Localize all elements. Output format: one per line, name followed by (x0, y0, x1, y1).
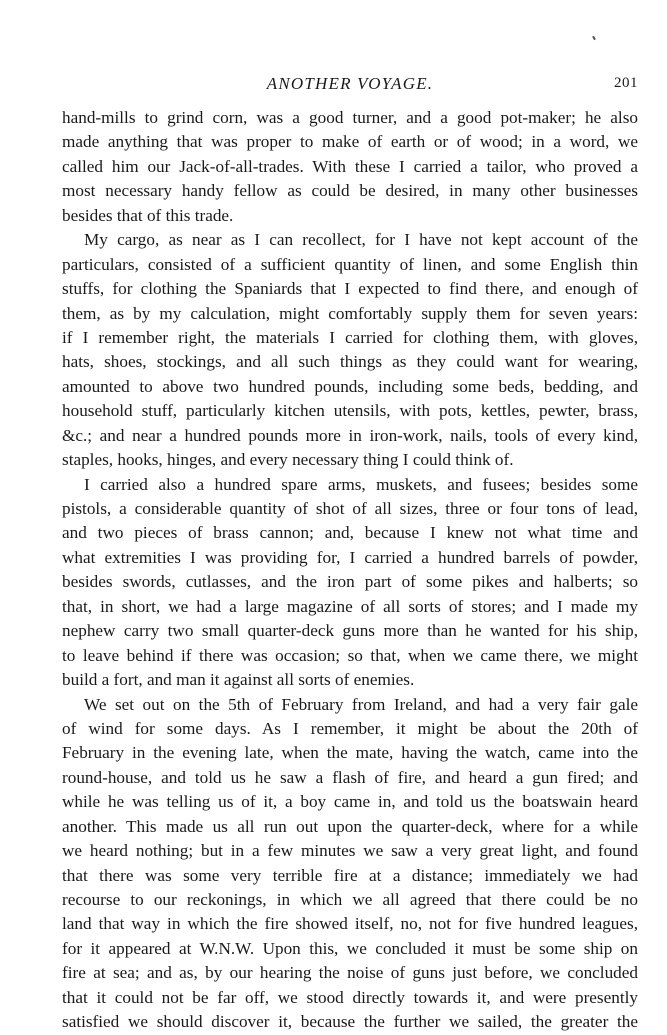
text-line: particulars, consisted of a sufficient quantity of linen, and some English thin (62, 254, 638, 274)
text-line: made anything that was proper to make of earth or of wood; in a word, we (62, 132, 638, 152)
text-line: &c.; and near a hundred pounds more in iron-work, nails, tools of every kind, (62, 425, 638, 445)
text-line: besides that of this trade. (62, 205, 234, 225)
text-line: another. This made us all run out upon the quarter-deck, where for a while (62, 816, 638, 836)
text-line: We set out on the 5th of February from Ireland, and had a very fair gale (84, 694, 638, 714)
running-title: ANOTHER VOYAGE. (266, 74, 434, 93)
text-line: them, as by my calculation, might comfortably supply them for seven years: (62, 303, 638, 323)
text-line: that, in short, we had a large magazine of all sorts of stores; and I made my (62, 596, 638, 616)
text-line: recourse to our reckonings, in which we all agreed that there could be no (62, 890, 638, 909)
paragraph (62, 473, 638, 693)
scan-speck (592, 36, 596, 40)
text-line: staples, hooks, hinges, and every necessary thing I could think of. (62, 450, 514, 470)
paragraph (62, 693, 638, 1035)
text-line: fire at sea; and as, by our hearing the noise of guns just before, we concluded (62, 963, 638, 983)
text-line: stuffs, for clothing the Spaniards that I expected to find there, and enough of (62, 279, 638, 299)
text-line: while he was telling us of it, a boy came in, and told us the boatswain heard (62, 792, 638, 812)
text-line: if I remember right, the materials I carried for clothing them, with gloves, (62, 327, 638, 347)
page-body (62, 106, 638, 1035)
text-line: build a fort, and man it against all sorts of enemies. (62, 670, 415, 690)
text-line: that there was some very terrible fire at a distance; immediately we had (62, 865, 638, 885)
text-line: pistols, a considerable quantity of shot of all sizes, three or four tons of lead, (62, 499, 638, 518)
text-line: I carried also a hundred spare arms, muskets, and fusees; besides some (84, 474, 638, 494)
text-line: called him our Jack-of-all-trades. With these I carried a tailor, who proved a (62, 156, 638, 176)
text-line: nephew carry two small quarter-deck guns more than he wanted for his ship, (62, 621, 638, 641)
text-line: we heard nothing; but in a few minutes we saw a very great light, and found (62, 841, 638, 861)
page-number: 201 (614, 75, 638, 91)
text-line: round-house, and told us he saw a flash of fire, and heard a gun fired; and (62, 767, 638, 787)
text-line: amounted to above two hundred pounds, including some beds, bedding, and (62, 376, 638, 396)
page-header (62, 74, 638, 98)
text-line: February in the evening late, when the mate, having the watch, came into the (62, 743, 638, 763)
text-line: of wind for some days. As I remember, it might be about the 20th of (62, 718, 638, 738)
paragraph (62, 106, 638, 228)
text-line: what extremities I was providing for, I carried a hundred barrels of powder, (62, 547, 638, 567)
text-line: hand-mills to grind corn, was a good turner, and a good pot-maker; he also (62, 108, 638, 127)
text-line: for it appeared at W.N.W. Upon this, we concluded it must be some ship on (62, 938, 638, 958)
text-line: besides swords, cutlasses, and the iron part of some pikes and halberts; so (62, 572, 638, 592)
text-line: most necessary handy fellow as could be desired, in many other businesses (62, 181, 638, 201)
text-line: satisfied we should discover it, because the further we sailed, the greater the (62, 1012, 638, 1032)
text-line: and two pieces of brass cannon; and, because I knew not what time and (62, 523, 638, 543)
text-line: land that way in which the fire showed itself, no, not for five hundred leagues, (62, 914, 638, 934)
paragraph (62, 228, 638, 472)
text-line: My cargo, as near as I can recollect, for I have not kept account of the (84, 230, 638, 250)
text-line: that it could not be far off, we stood directly towards it, and were presently (62, 987, 638, 1007)
text-line: to leave behind if there was occasion; so that, when we came there, we might (62, 645, 638, 665)
text-line: household stuff, particularly kitchen utensils, with pots, kettles, pewter, brass, (62, 401, 638, 421)
text-line: hats, shoes, stockings, and all such things as they could want for wearing, (62, 352, 638, 372)
